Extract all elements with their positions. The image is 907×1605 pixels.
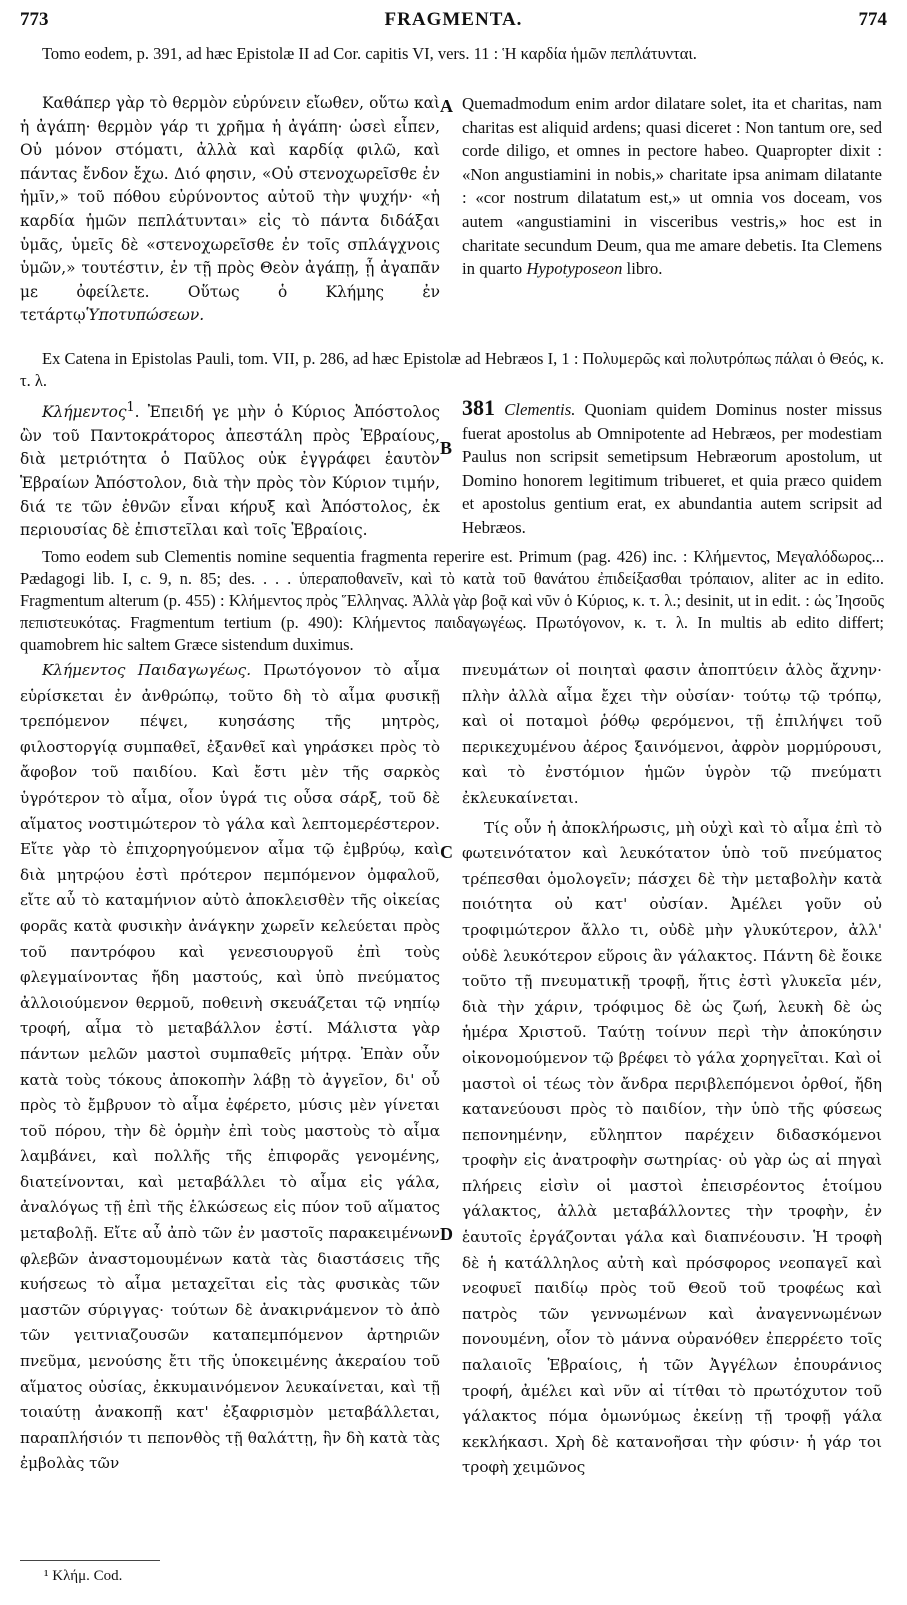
intro-paragraph-2: Ex Catena in Epistolas Pauli, tom. VII, p. 286, ad hæc Epistolæ ad Hebræos I, 1 : Πολυμερῶς καὶ πολυτρόπως πάλαι ὁ Θεός, κ. τ. λ. — [20, 349, 884, 390]
footnote-rule — [20, 1560, 160, 1561]
marker-d: D — [440, 1224, 453, 1244]
block3-right-column: πνευμάτων οἱ ποιηταὶ φασιν ἀποπτύειν ἁλὸς ἄχνην· πλὴν ἀλλὰ αἷμα ἔχει τὴν οὐσίαν· τούτῳ τῷ τρόπῳ, καὶ οἱ ποταμοὶ ῥόθῳ φερόμενοι, τῇ ἐπιλήψει τοῦ περικεχυμένου ἀέρος ξαινόμενοι, ἀφρὸν μορμύρουσι, καὶ τὸ ἐνστόμιον ἡμῶν ὑγρὸν τῷ πνεύματι ἐκλευκαίνεται. Τίς οὖν ἡ ἀποκλήρωσις, μὴ οὐχὶ καὶ τὸ αἷμα ἐπὶ τὸ φωτεινότατον καὶ λευκότατον ὑπὸ τοῦ πνεύματος τρέπεσθαι ὁμολογεῖν; πάσχει δὲ τὴν μεταβολὴν κατὰ ποιότητα οὐ κατ' οὐσίαν. Ἀμέλει γοῦν οὐ τροφιμώτερον ἄλλο τι, οὐδὲ μὴν γλυκύτερον, ἀλλ' οὐδὲ λευκότερον εὕροις ἂν γάλακτος. Πάντη δὲ ἔοικε τοῦτο τῇ πνευματικῇ τροφῇ, ἥτις ἐστὶ γλυκεῖα μέν, διὰ τὴν χάριν, τρόφιμος δὲ ὡς ζωή, λευκὴ δὲ ὡς ἡμέρα Χριστοῦ. Ταύτῃ τοίνυν περὶ τὴν ἀποκύησιν οἰκονομούμενον τῷ βρέφει τὸ γάλα χορηγεῖται. Καὶ οἱ μαστοὶ οἱ τέως τὸν ἄνδρα περιβλεπόμενοι ὀρθοί, ἤδη κατανεύουσι πρὸς τὸ παιδίον, τὴν ὑπὸ τῆς φύσεως πεπονημένην, εὔληπτον παρέχειν διδασκόμενοι τροφὴν εἰς ἀνατροφὴν σωτηρίας· οὐ γὰρ ὡς αἱ πηγαὶ πλήρεις εἰσὶν οἱ μαστοὶ ἐπεισρέοντος ἑτοίμου γάλακτος, ἀλλὰ μεταβάλλοντες τὴν τροφὴν, ἐν ἑαυτοῖς ἐργάζονται γάλα καὶ διαπνέουσιν. Ἡ τροφὴ δὲ ἡ κατάλληλος αὐτὴ καὶ πρόσφορος νεοπαγεῖ καὶ νεοφυεῖ παιδίῳ πρὸς τοῦ Θεοῦ τοῦ τροφέως καὶ πατρὸς τῶν γεννωμένων καὶ ἀναγεννωμένων πονουμένη, οἷον τὸ μάννα οὐρανόθεν ἐπερρέετο τοῖς παλαιοῖς Ἑβραίοις, ἡ τῶν Ἀγγέλων ἐπουράνιος τροφή, ἀμέλει καὶ νῦν αἱ τίτθαι τὸ πρωτόχυτον τοῦ γάλακτος πόμα ὁμωνύμως ἐκείνῃ τῇ τροφῇ γάλα κεκλήκασι. Χρὴ δὲ κατανοῆσαι τὴν φύσιν· ἡ γάρ τοι τροφὴ χειμῶνος — [462, 661, 882, 1477]
footnote: ¹ Κλήμ. Cod. — [44, 1568, 123, 1584]
block1-greek: Καθάπερ γὰρ τὸ θερμὸν εὐρύνειν εἴωθεν, οὕτω καὶ ἡ ἀγάπη· θερμὸν γάρ τι χρῆμα ἡ ἀγάπη· ὡσεὶ εἶπεν, Οὐ μόνον στόματι, ἀλλὰ καὶ καρδίᾳ φιλῶ, καὶ πάντας ἔνδον ἔχω. Διό φησιν, «Οὐ στενοχωρεῖσθε ἐν ἡμῖν,» τοῦ πόθου εὐρύνοντος αὐτοῦ τὴν ψυχήν· «ἡ καρδία ἡμῶν πεπλάτυνται» εἰς τὸ πάντα διδάξαι ὑμᾶς, ὑμεῖς δὲ «στενοχωρεῖσθε ἐν τοῖς σπλάγχνοις ὑμῶν,» τουτέστιν, ἐν τῇ πρὸς Θεὸν ἀγάπῃ, ᾗ ἀγαπᾶν με ὀφείλετε. Οὕτως ὁ Κλήμης ἐν τετάρτῳὙποτυπώσεων. — [20, 94, 440, 325]
page-number-right: 774 — [858, 9, 887, 30]
marker-b: B — [440, 438, 453, 458]
block2-greek: Κλήμεντος$^1$. Ἐπειδή γε μὴν ὁ Κύριος Ἀπόστολος ὢν τοῦ Παντοκράτορος ἀπεστάλη πρὸς Ἑβραίους, διὰ μετριότητα ὁ Παῦλος οὐκ ἐγγράφει ἑαυτὸν Ἑβραίων Ἀπόστολον, διὰ τὴν πρὸς τὸν Κύριον τιμήν, διά τε τῶν ἐθνῶν εἶναι κήρυξ καὶ Ἀπόστολος, ἐκ περιουσίας δὲ ἐπιστεῖλαι καὶ τοῖς Ἑβραίοις. — [20, 400, 440, 540]
column-number: 381 — [462, 395, 495, 420]
intro-paragraph-1: Tomo eodem, p. 391, ad hæc Epistolæ II ad Cor. capitis VI, vers. 11 : Ἡ καρδία ἡμῶν πεπλάτυνται. — [42, 44, 697, 63]
page-number-left: 773 — [20, 9, 49, 30]
marker-a: A — [440, 96, 453, 116]
intro-paragraph-3: Tomo eodem sub Clementis nomine sequentia fragmenta reperire est. Primum (pag. 426) inc. : Κλήμεντος, Μεγαλόδωρος... Pædagogi lib. I, c. 9, n. 85; des. . . . ὑπεραποθανεῖν, καὶ τὸ κατὰ τοῦ θανάτου ἐπιδείξασθαι τρόπαιον, aliter ac in edito. Fragmentum alterum (p. 455) : Κλήμεντος πρὸς Ἕλληνας. Ἀλλὰ γὰρ βοᾷ καὶ νῦν ὁ Κύριος, κ. τ. λ.; desinit, ut in edit. : ὡς Ἰησοῦς πεπιστευκότας. Fragmentum tertium (p. 490): Κλήμεντος παιδαγωγέως. Πρωτόγονον, κ. τ. λ. In multis ab edito differt; quamobrem hic saltem Græce sistendum duximus. — [20, 547, 884, 654]
block2-latin: 381 Clementis. Quoniam quidem Dominus noster missus fuerat apostolus ab Omnipotente ad Hebræos, per modestiam Paulus non scripsit semetipsum Hebræorum apostolum, ut Domino honorem legitimum tribueret, et quia præco quidem et apostolus gentium erat, ex abundantia autem scripsit ad Hebræos. — [462, 395, 882, 537]
block1-latin: Quemadmodum enim ardor dilatare solet, ita et charitas, nam charitas est aliquid ardens; quasi diceret : Non tantum ore, sed corde diligo, et omnes in pectore habeo. Quapropter dixit : «Non angustiamini in nobis,» charitate ipsa animam dilatante : «cor nostrum dilatatum est,» ut omnia vos doceam, vos autem «angustiamini in visceribus vestris,» hoc est in charitate secundum Deum, qua me amare debetis. Ita Clemens in quarto Hypotyposeon libro. — [462, 94, 882, 279]
marker-c: C — [440, 842, 453, 862]
running-title: FRAGMENTA. — [384, 9, 523, 30]
block3-left-column: Κλήμεντος Παιδαγωγέως. Πρωτόγονον τὸ αἷμα εὑρίσκεται ἐν ἀνθρώπῳ, τοῦτο δὴ τὸ αἷμα φυσικῇ τρεπόμενον πέψει, κυησάσης τῆς μητρὸς, φιλοστοργίᾳ συμπαθεῖ, ἐξανθεῖ καὶ γηράσκει πρὸς τὸ ἄφοβον τοῦ παιδίου. Καὶ ἔστι μὲν τῆς σαρκὸς ὑγρότερον τὸ αἷμα, οἷον ὑγρά τις οὖσα σάρξ, τοῦ δὲ αἵματος νοστιμώτερον τὸ γάλα καὶ λεπτομερέστερον. Εἴτε γὰρ τὸ ἐπιχορηγούμενον αἷμα τῷ ἐμβρύῳ, καὶ διὰ μητρῴου ἐστὶ πρότερον πεμπόμενον ὀμφαλοῦ, εἴτε αὖ τὸ καταμήνιον αὐτὸ ἀποκλεισθὲν τῆς οἰκείας φορᾶς κατὰ φυσικὴν ἀνάγκην χωρεῖν κελεύεται πρὸς τοῦ παντρόφου καὶ γενεσιουργοῦ ἐπὶ τοὺς φλεγμαίνοντας ἤδη μαστούς, καὶ ὑπὸ πνεύματος ἀλλοιούμενον θερμοῦ, ποθεινὴ σκευάζεται τῷ νηπίῳ τροφή, αἷμα τὸ μεταβάλλον ἐστί. Μάλιστα γὰρ πάντων μελῶν μαστοὶ συμπαθεῖς μήτρᾳ. Ἐπὰν οὖν κατὰ τοὺς τόκους ἀποκοπὴν λάβῃ τὸ ἀγγεῖον, δι' οὗ πρὸς τὸ ἔμβρυον τὸ αἷμα ἐφέρετο, μύσις μὲν γίνεται τοῦ πόρου, τὴν δὲ ὁρμὴν ἐπὶ τοὺς μαστοὺς τὸ αἷμα λαμβάνει, καὶ πολλῆς τῆς ἐπιφορᾶς γενομένης, διατείνονται, καὶ μεταβάλλει τὸ αἷμα εἰς γάλα, ἀναλόγως τῇ ἐπὶ τῆς ἑλκώσεως εἰς πύον τοῦ αἵματος μεταβολῇ. Εἴτε αὖ ἀπὸ τῶν ἐν μαστοῖς παρακειμένων φλεβῶν ἀναστομουμένων κατὰ τὰς διαστάσεις τῆς κυήσεως τὸ αἷμα μεταχεῖται εἰς τὰς φυσικὰς τῶν μαστῶν σύριγγας· τούτων δὲ ἀνακιρνάμενον τὸ ἀπὸ τῶν γειτνιαζουσῶν καταπεμπόμενον ἀρτηριῶν πνεῦμα, μενούσης ἔτι τῆς ὑποκειμένης ἀκεραίου τοῦ αἵματος οὐσίας, ἐκκυμαινόμενον λευκαίνεται, καὶ τῇ τοιαύτῃ ἀνακοπῇ κατ' ἐξαφρισμὸν μεταβάλλεται, παραπλήσιόν τι πεπονθὸς τῇ θαλάττῃ, ἣν δὴ κατὰ τὰς ἐμβολὰς τῶν — [20, 661, 441, 1473]
running-header — [20, 9, 887, 35]
